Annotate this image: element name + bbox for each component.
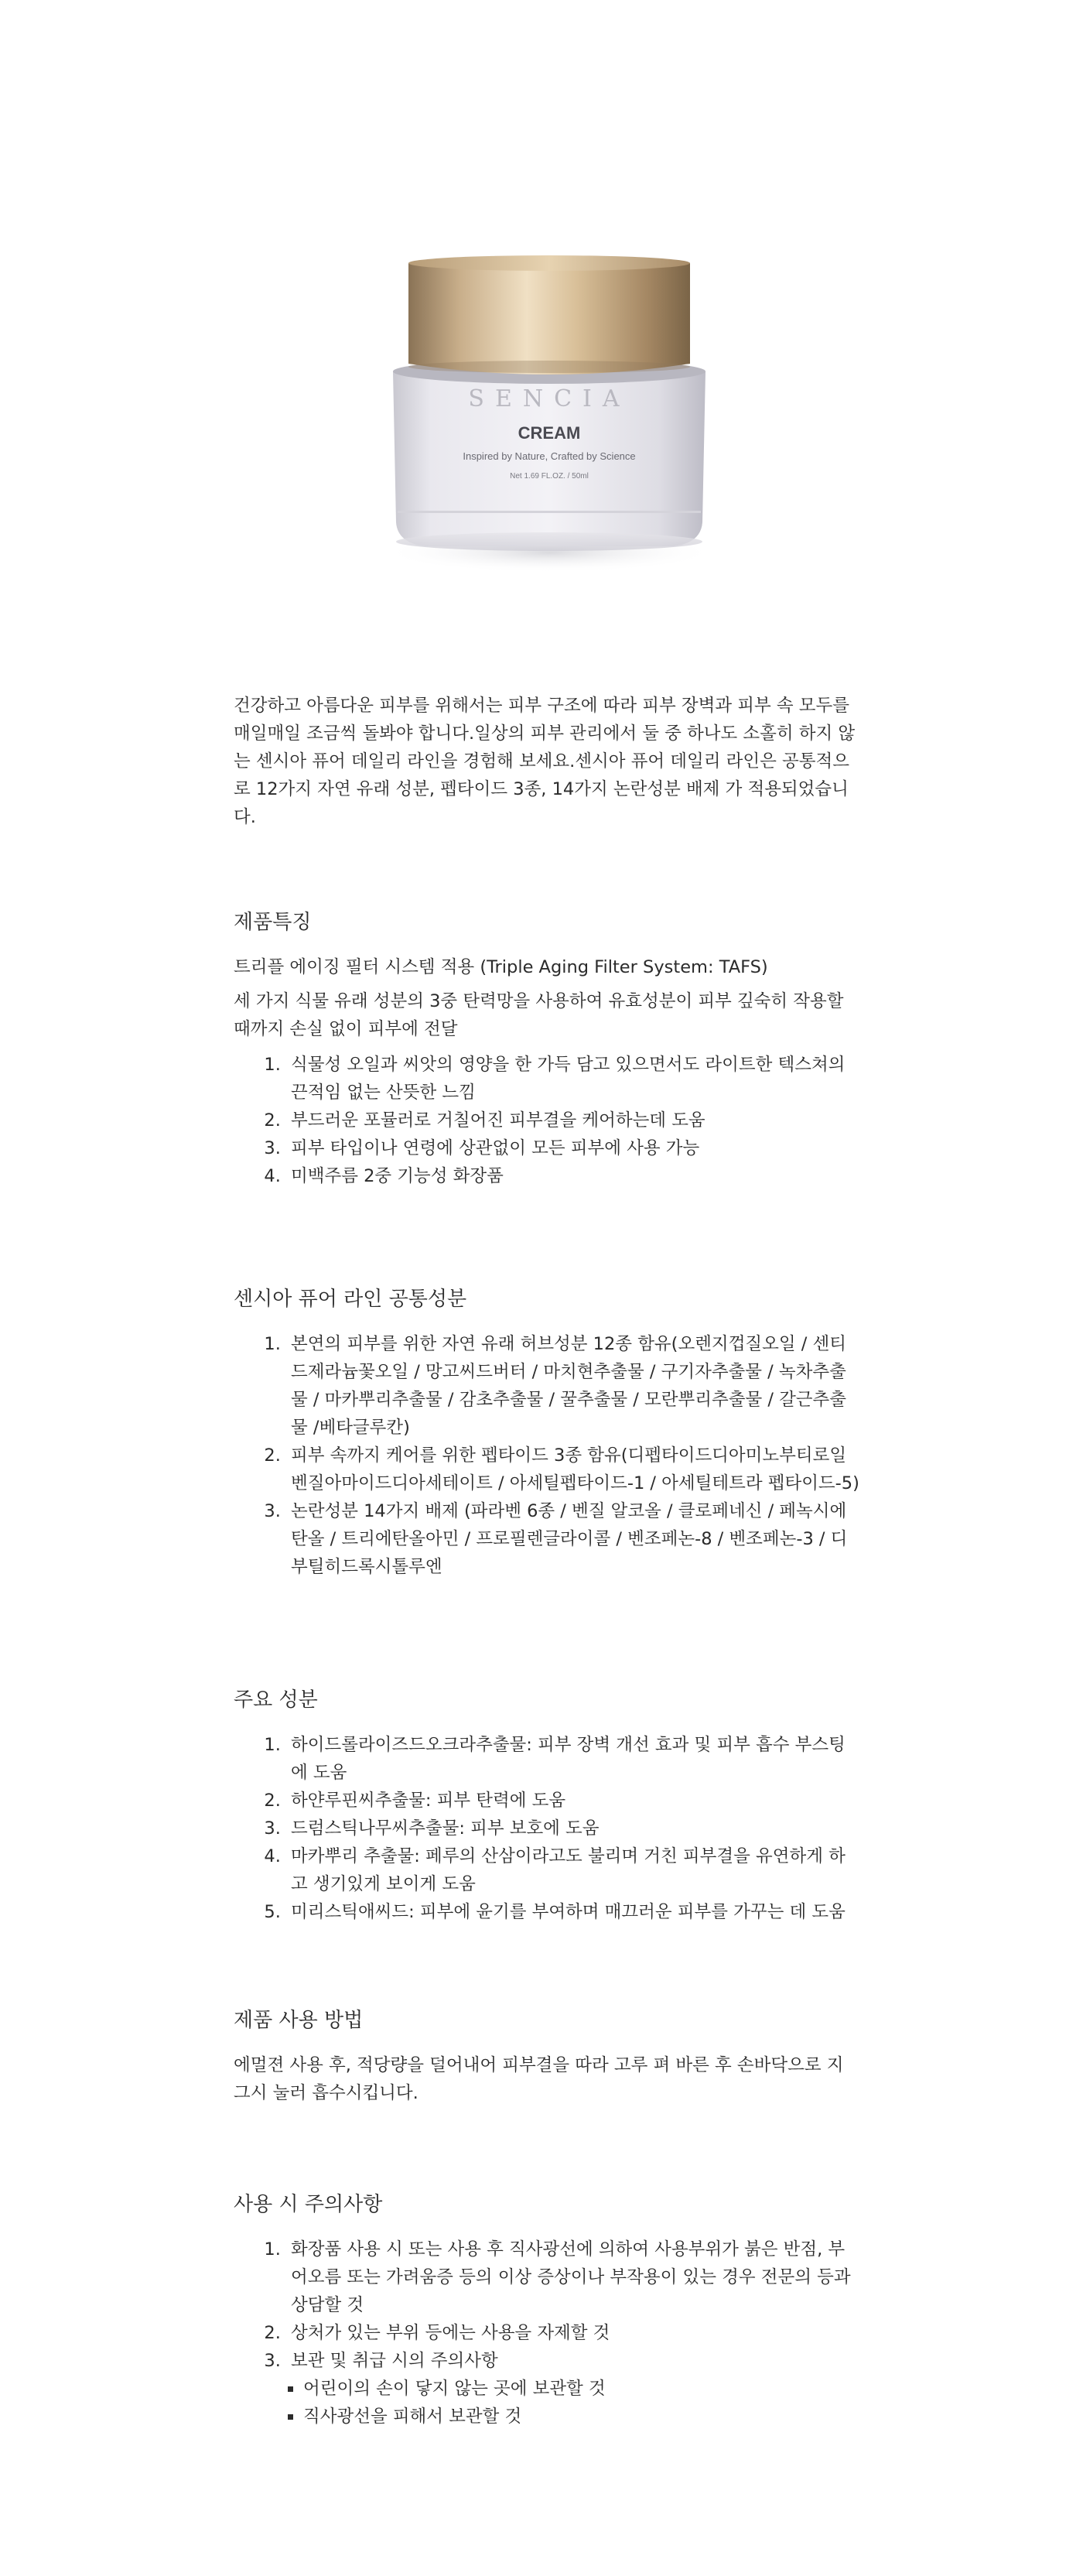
list-item-text: 보관 및 취급 시의 주의사항 bbox=[291, 2351, 498, 2371]
list-item bbox=[286, 2347, 860, 2375]
list-item: 1. 식물성 오일과 씨앗의 영양을 한 가득 담고 있으면서도 라이트한 텍스쳐의 끈적임 없는 산뜻한 느낌 bbox=[286, 1051, 860, 1107]
product-name: CREAM bbox=[518, 423, 581, 443]
section-ingredients bbox=[234, 1684, 860, 1926]
section-usage bbox=[234, 2004, 860, 2107]
section-common bbox=[234, 1283, 860, 1581]
list-item: 1. 본연의 피부를 위한 자연 유래 허브성분 12종 함유(오렌지껍질오일 / 센티드제라늄꽃오일 / 망고씨드버터 / 마치현추출물 / 구기자추출물 / 녹차추출물 / 마카뿌리추출물 / 감초추출물 / 꿀추출물 / 모란뿌리추출물 / 갈근추출물 /베타글루칸) bbox=[286, 1330, 860, 1442]
brand-logo: SENCIA bbox=[468, 385, 630, 412]
list-item: 2. 부드러운 포뮬러로 거칠어진 피부결을 케어하는데 도움 bbox=[286, 1107, 860, 1134]
usage-text: 에멀젼 사용 후, 적당량을 덜어내어 피부결을 따라 고루 펴 바른 후 손바닥으로 지그시 눌러 흡수시킵니다. bbox=[234, 2055, 844, 2103]
list-item: 4. 미백주름 2중 기능성 화장품 bbox=[286, 1162, 860, 1190]
list-item: 1. 화장품 사용 시 또는 사용 후 직사광선에 의하여 사용부위가 붉은 반점, 부어오름 또는 가려움증 등의 이상 증상이나 부작용이 있는 경우 전문의 등과 상담할 것 bbox=[286, 2236, 860, 2319]
features-desc: 세 가지 식물 유래 성분의 3중 탄력망을 사용하여 유효성분이 피부 깊숙히 작용할 때까지 손실 없이 피부에 전달 bbox=[234, 991, 844, 1039]
list-item: 3. 피부 타입이나 연령에 상관없이 모든 피부에 사용 가능 bbox=[286, 1134, 860, 1162]
list-item: ▪ 직사광선을 피해서 보관할 것 bbox=[303, 2403, 860, 2431]
product-tagline: Inspired by Nature, Crafted by Science bbox=[463, 450, 636, 462]
features-list bbox=[234, 1051, 860, 1190]
ingredients-list bbox=[234, 1731, 860, 1926]
list-item: 4. 마카뿌리 추출물: 페루의 산삼이라고도 불리며 거친 피부결을 유연하게 하고 생기있게 보이게 도움 bbox=[286, 1842, 860, 1898]
jar-lid bbox=[408, 263, 690, 375]
storage-list bbox=[234, 2375, 860, 2431]
common-list bbox=[234, 1330, 860, 1581]
list-item: 2. 하얀루핀씨추출물: 피부 탄력에 도움 bbox=[286, 1787, 860, 1815]
section-title: 제품 사용 방법 bbox=[234, 2009, 364, 2032]
section-caution bbox=[234, 2188, 860, 2431]
intro-text: 건강하고 아름다운 피부를 위해서는 피부 구조에 따라 피부 장벽과 피부 속 모두를 매일매일 조금씩 돌봐야 합니다.일상의 피부 관리에서 둘 중 하나도 소홀히 하지 않는 센시아 퓨어 데일리 라인을 경험해 보세요.센시아 퓨어 데일리 라인은 공통적으로 12가지 자연 유래 성분, 펩타이드 3종, 14가지 논란성분 배제 가 적용되었습니다. bbox=[234, 696, 856, 827]
section-title: 주요 성분 bbox=[234, 1688, 318, 1712]
section-title: 제품특징 bbox=[234, 911, 312, 934]
product-image bbox=[379, 255, 719, 596]
product-net: Net 1.69 FL.OZ. / 50ml bbox=[510, 472, 589, 481]
list-item: 3. 드럼스틱나무씨추출물: 피부 보호에 도움 bbox=[286, 1815, 860, 1842]
list-item: 2. 상처가 있는 부위 등에는 사용을 자제할 것 bbox=[286, 2319, 860, 2347]
list-item: 2. 피부 속까지 케어를 위한 펩타이드 3종 함유(디펩타이드디아미노부티로일벤질아마이드디아세테이트 / 아세틸펩타이드-1 / 아세틸테트라 펩타이드-5) bbox=[286, 1442, 860, 1497]
section-features bbox=[234, 906, 860, 1190]
section-title: 센시아 퓨어 라인 공통성분 bbox=[234, 1288, 467, 1311]
list-item: ▪ 어린이의 손이 닿지 않는 곳에 보관할 것 bbox=[303, 2375, 860, 2403]
list-item: 5. 미리스틱애씨드: 피부에 윤기를 부여하며 매끄러운 피부를 가꾸는 데 도움 bbox=[286, 1898, 860, 1926]
caution-list bbox=[234, 2236, 860, 2375]
list-item: 3. 논란성분 14가지 배제 (파라벤 6종 / 벤질 알코올 / 클로페네신 / 페녹시에탄올 / 트리에탄올아민 / 프로필렌글라이콜 / 벤조페논-8 / 벤조페논-3 / 디부틸히드록시톨루엔 bbox=[286, 1497, 860, 1581]
system-text: 트리플 에이징 필터 시스템 적용 (Triple Aging Filter System: TAFS) bbox=[234, 957, 768, 977]
list-item: 1. 하이드롤라이즈드오크라추출물: 피부 장벽 개선 효과 및 피부 흡수 부스팅에 도움 bbox=[286, 1731, 860, 1787]
section-title: 사용 시 주의사항 bbox=[234, 2193, 383, 2216]
